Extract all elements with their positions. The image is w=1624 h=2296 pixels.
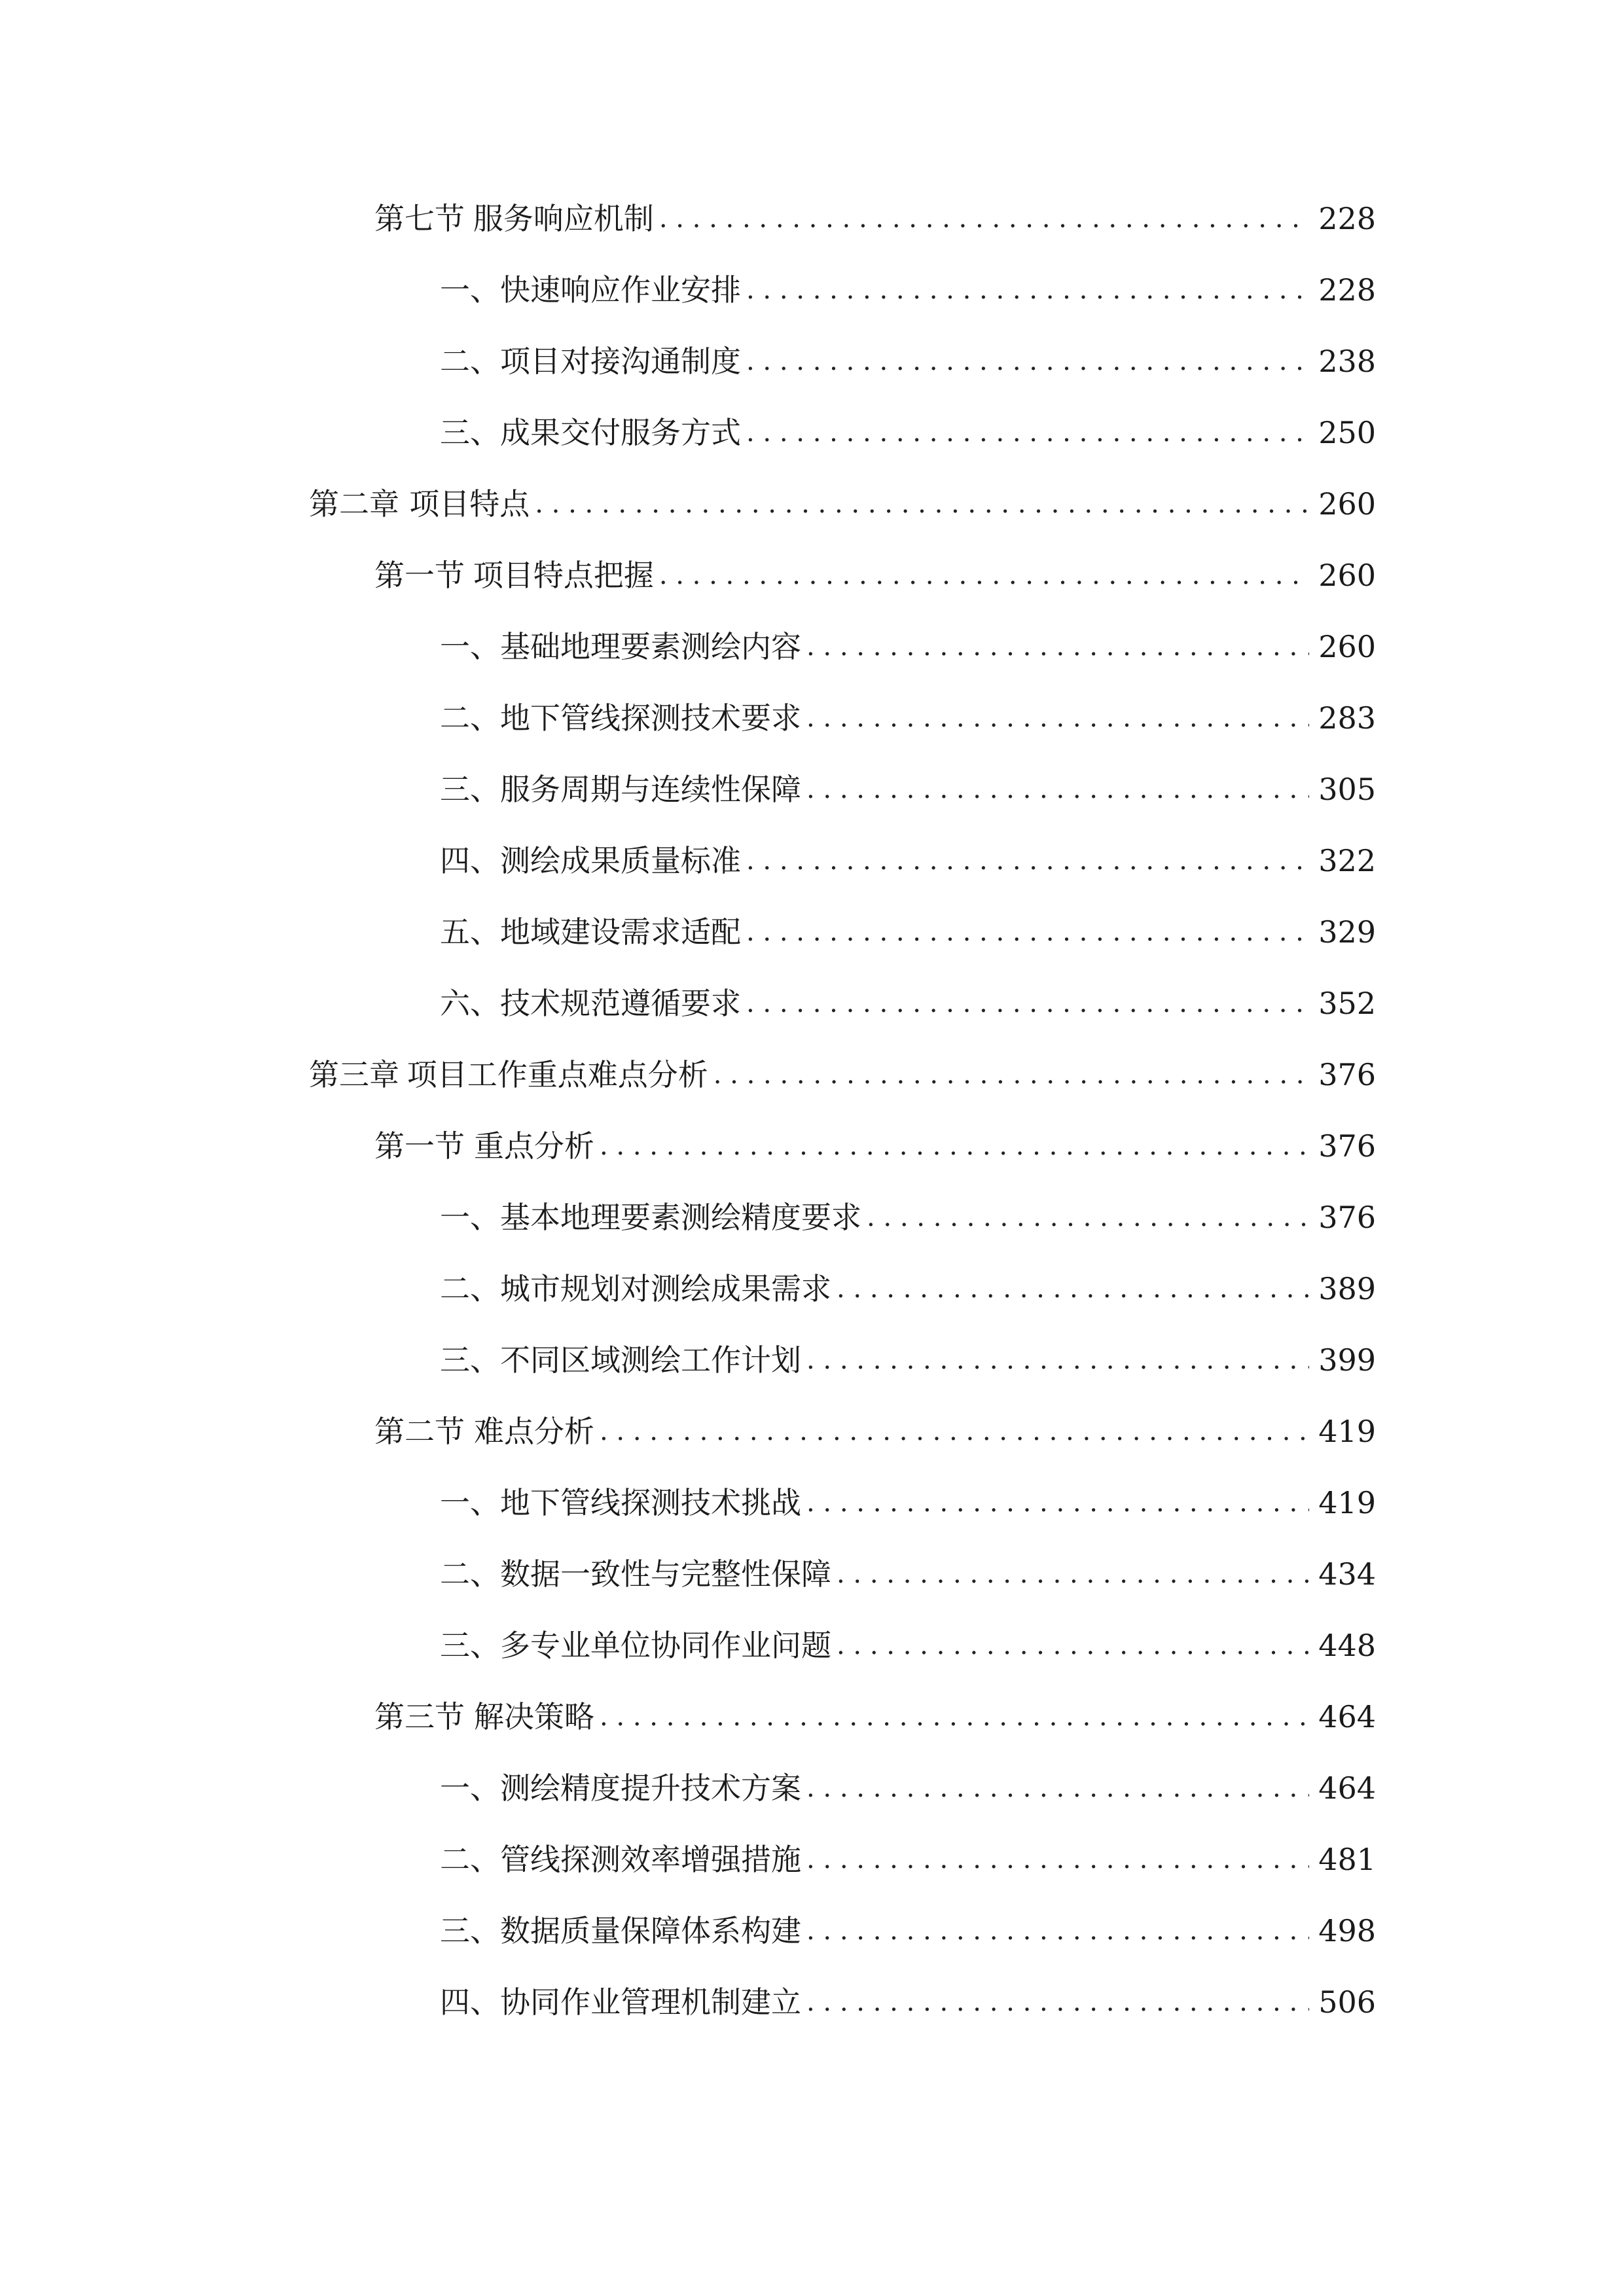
toc-entry-section[interactable]	[374, 192, 1376, 245]
toc-title: 基础地理要素测绘内容	[500, 629, 801, 664]
dot-leader	[659, 549, 1309, 601]
toc-title: 多专业单位协同作业问题	[500, 1628, 831, 1663]
dot-leader	[806, 1833, 1309, 1886]
dot-leader	[659, 192, 1309, 245]
toc-title: 地下管线探测技术挑战	[500, 1485, 801, 1520]
toc-number: 二、	[440, 344, 500, 379]
dot-leader	[600, 1405, 1309, 1458]
dot-leader	[806, 1762, 1309, 1814]
toc-entry-item[interactable]	[440, 1833, 1376, 1886]
toc-title: 项目工作重点难点分析	[406, 1057, 708, 1092]
toc-entry-item[interactable]	[440, 406, 1376, 459]
dot-leader	[535, 478, 1309, 530]
toc-title: 重点分析	[473, 1128, 594, 1164]
toc-entry-item[interactable]	[440, 692, 1376, 744]
toc-title: 服务周期与连续性保障	[500, 772, 801, 807]
toc-number: 四、	[440, 843, 500, 878]
toc-number: 三、	[440, 772, 500, 807]
toc-number: 第三章	[309, 1057, 399, 1092]
toc-title: 城市规划对测绘成果需求	[500, 1271, 831, 1306]
toc-title: 项目对接沟通制度	[500, 344, 741, 379]
toc-page-number: 376	[1318, 1057, 1376, 1092]
dot-leader	[600, 1120, 1309, 1172]
toc-number: 二、	[440, 700, 500, 736]
toc-page-number: 419	[1318, 1485, 1376, 1520]
toc-number: 第三节	[374, 1699, 465, 1734]
toc-number: 三、	[440, 415, 500, 450]
dot-leader	[600, 1691, 1309, 1743]
dot-leader	[713, 1049, 1309, 1101]
toc-number: 二、	[440, 1842, 500, 1877]
toc-entry-item[interactable]	[440, 1548, 1376, 1600]
toc-entry-item[interactable]	[440, 620, 1376, 673]
toc-title: 测绘精度提升技术方案	[500, 1770, 801, 1806]
toc-title: 服务响应机制	[473, 201, 654, 236]
toc-number: 二、	[440, 1556, 500, 1592]
dot-leader	[837, 1548, 1309, 1600]
toc-page-number: 448	[1318, 1628, 1376, 1663]
dot-leader	[806, 1334, 1309, 1386]
dot-leader	[806, 1477, 1309, 1529]
toc-entry-item[interactable]	[440, 763, 1376, 816]
dot-leader	[806, 1905, 1309, 1957]
toc-title: 成果交付服务方式	[500, 415, 741, 450]
toc-entry-item[interactable]	[440, 906, 1376, 958]
toc-number: 一、	[440, 1485, 500, 1520]
toc-title: 管线探测效率增强措施	[500, 1842, 801, 1877]
toc-number: 一、	[440, 1200, 500, 1235]
toc-page-number: 498	[1318, 1913, 1376, 1948]
toc-entry-section[interactable]	[374, 1691, 1376, 1743]
toc-page-number: 322	[1318, 843, 1376, 878]
toc-number: 二、	[440, 1271, 500, 1306]
toc-title: 快速响应作业安排	[500, 272, 741, 308]
toc-entry-item[interactable]	[440, 1263, 1376, 1315]
toc-title: 项目特点把握	[473, 558, 654, 593]
dot-leader	[806, 763, 1309, 816]
toc-page-number: 305	[1318, 772, 1376, 807]
toc-entry-item[interactable]	[440, 335, 1376, 387]
toc-page-number: 228	[1318, 201, 1376, 236]
dot-leader	[837, 1619, 1309, 1672]
dot-leader	[746, 906, 1309, 958]
toc-page-number: 329	[1318, 914, 1376, 950]
toc-number: 第七节	[374, 201, 465, 236]
toc-number: 三、	[440, 1628, 500, 1663]
toc-number: 一、	[440, 272, 500, 308]
toc-entry-section[interactable]	[374, 549, 1376, 601]
dot-leader	[746, 264, 1309, 316]
toc-number: 第一节	[374, 1128, 465, 1164]
toc-entry-item[interactable]	[440, 834, 1376, 887]
toc-page-number: 260	[1318, 629, 1376, 664]
toc-entry-section[interactable]	[374, 1405, 1376, 1458]
dot-leader	[867, 1191, 1309, 1244]
toc-page-number: 376	[1318, 1128, 1376, 1164]
toc-page-number: 376	[1318, 1200, 1376, 1235]
toc-title: 地域建设需求适配	[500, 914, 741, 950]
toc-title: 难点分析	[473, 1414, 594, 1449]
toc-number: 三、	[440, 1913, 500, 1948]
toc-number: 第二章	[309, 486, 399, 522]
dot-leader	[806, 692, 1309, 744]
toc-number: 六、	[440, 986, 500, 1021]
toc-entry-item[interactable]	[440, 264, 1376, 316]
toc-page-number: 419	[1318, 1414, 1376, 1449]
toc-entry-item[interactable]	[440, 1976, 1376, 2028]
toc-entry-item[interactable]	[440, 1334, 1376, 1386]
dot-leader	[746, 834, 1309, 887]
toc-page-number: 464	[1318, 1699, 1376, 1734]
toc-entry-section[interactable]	[374, 1120, 1376, 1172]
toc-number: 四、	[440, 1984, 500, 2020]
toc-page-number: 506	[1318, 1984, 1376, 2020]
toc-title: 技术规范遵循要求	[500, 986, 741, 1021]
toc-entry-item[interactable]	[440, 1477, 1376, 1529]
toc-entry-item[interactable]	[440, 1619, 1376, 1672]
toc-page-number: 250	[1318, 415, 1376, 450]
dot-leader	[837, 1263, 1309, 1315]
toc-entry-item[interactable]	[440, 1191, 1376, 1244]
toc-page-number: 464	[1318, 1770, 1376, 1806]
toc-number: 一、	[440, 629, 500, 664]
dot-leader	[746, 335, 1309, 387]
toc-title: 测绘成果质量标准	[500, 843, 741, 878]
toc-title: 不同区域测绘工作计划	[500, 1342, 801, 1378]
toc-number: 五、	[440, 914, 500, 950]
toc-entry-item[interactable]	[440, 977, 1376, 1030]
toc-entry-item[interactable]	[440, 1762, 1376, 1814]
toc-title: 解决策略	[473, 1699, 594, 1734]
dot-leader	[806, 1976, 1309, 2028]
toc-title: 协同作业管理机制建立	[500, 1984, 801, 2020]
toc-page-number: 238	[1318, 344, 1376, 379]
toc-entry-chapter[interactable]	[309, 478, 1376, 530]
toc-page-number: 228	[1318, 272, 1376, 308]
toc-title: 项目特点	[409, 486, 530, 522]
dot-leader	[746, 406, 1309, 459]
toc-page-number: 434	[1318, 1556, 1376, 1592]
toc-entry-chapter[interactable]	[309, 1049, 1376, 1101]
toc-title: 数据质量保障体系构建	[500, 1913, 801, 1948]
toc-page-number: 352	[1318, 986, 1376, 1021]
toc-page-number: 389	[1318, 1271, 1376, 1306]
toc-number: 第二节	[374, 1414, 465, 1449]
dot-leader	[746, 977, 1309, 1030]
toc-title: 地下管线探测技术要求	[500, 700, 801, 736]
toc-number: 一、	[440, 1770, 500, 1806]
toc-page-number: 260	[1318, 558, 1376, 593]
toc-page-number: 283	[1318, 700, 1376, 736]
toc-title: 基本地理要素测绘精度要求	[500, 1200, 861, 1235]
toc-page-number: 399	[1318, 1342, 1376, 1378]
toc-entry-item[interactable]	[440, 1905, 1376, 1957]
toc-number: 第一节	[374, 558, 465, 593]
toc-number: 三、	[440, 1342, 500, 1378]
dot-leader	[806, 620, 1309, 673]
toc-page-number: 260	[1318, 486, 1376, 522]
toc-page-number: 481	[1318, 1842, 1376, 1877]
toc-title: 数据一致性与完整性保障	[500, 1556, 831, 1592]
